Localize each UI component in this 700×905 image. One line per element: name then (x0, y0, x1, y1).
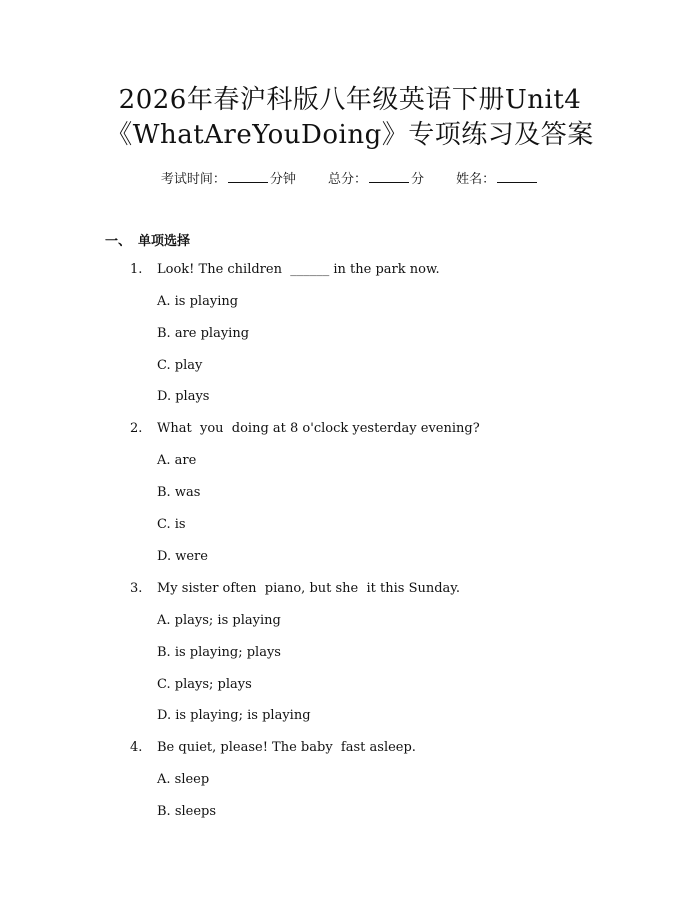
question-2-option-d: D. were (157, 549, 208, 564)
question-number: 4. (130, 740, 143, 755)
total-score-unit: 分 (411, 172, 425, 187)
section-heading (105, 230, 190, 249)
question-1-option-c: C. play (157, 358, 203, 373)
question-2-option-a: A. are (157, 453, 197, 468)
name-blank (497, 181, 537, 183)
question-1 (130, 262, 650, 278)
section-number: 一、 (105, 234, 132, 249)
exam-info (0, 168, 700, 187)
document-title-line-1: 2026年春沪科版八年级英语下册Unit4 (118, 85, 582, 115)
name-field (456, 168, 539, 187)
exam-time-label: 考试时间： (160, 172, 226, 187)
question-3-option-b: B. is playing; plays (157, 645, 281, 660)
question-3-option-a: A. plays; is playing (157, 613, 281, 628)
question-number: 1. (130, 262, 143, 277)
question-4 (130, 740, 650, 756)
question-text: Be quiet, please! The baby fast asleep. (157, 740, 416, 755)
question-3 (130, 581, 650, 597)
question-1-option-b: B. are playing (157, 326, 250, 341)
exam-time-blank (228, 181, 268, 183)
exam-time-unit: 分钟 (269, 172, 296, 187)
question-text: My sister often piano, but she it this Sunday. (157, 581, 461, 596)
document-title-line-2: 《WhatAreYouDoing》专项练习及答案 (106, 120, 594, 150)
question-text: What you doing at 8 o'clock yesterday evening? (157, 421, 480, 436)
question-3-option-d: D. is playing; is playing (157, 708, 311, 723)
total-score-field (328, 168, 424, 187)
section-title: 单项选择 (138, 234, 191, 249)
total-score-label: 总分： (327, 172, 367, 187)
question-1-option-d: D. plays (157, 389, 210, 404)
question-3-option-c: C. plays; plays (157, 677, 252, 692)
question-2-option-b: B. was (157, 485, 201, 500)
question-1-option-a: A. is playing (157, 294, 239, 309)
question-2 (130, 421, 650, 437)
question-number: 2. (130, 421, 143, 436)
question-2-option-c: C. is (157, 517, 186, 532)
exam-time-field (161, 168, 296, 187)
question-4-option-b: B. sleeps (157, 804, 217, 819)
total-score-blank (369, 181, 409, 183)
question-text: Look! The children ______ in the park now. (157, 262, 440, 277)
name-label: 姓名： (456, 172, 496, 187)
question-4-option-a: A. sleep (157, 772, 210, 787)
question-number: 3. (130, 581, 143, 596)
